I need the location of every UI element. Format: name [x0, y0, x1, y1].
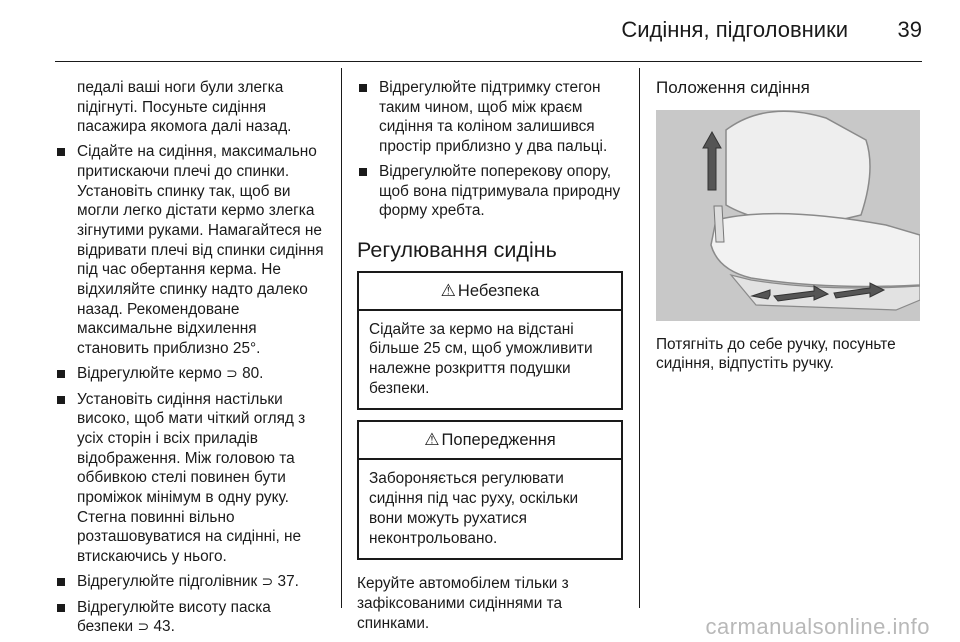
page-reference: 37. — [277, 572, 299, 590]
list-item: Відрегулюйте підтримку стегон таким чином, щоб між краєм сидіння та коліном залишився простір приблизно у два пальці. — [357, 78, 623, 157]
list-item — [55, 572, 327, 593]
page-reference: 80. — [242, 364, 264, 382]
warning-icon: ⚠ — [440, 280, 456, 301]
column-divider-2 — [639, 68, 640, 608]
page-reference: 43. — [153, 618, 175, 636]
page-title: Сидіння, підголовники — [621, 17, 848, 42]
danger-box — [357, 271, 623, 411]
danger-box-text: Сідайте за кермо на відстані більше 25 см, щоб уможливити належне розкриття подушки безпеки. — [369, 320, 593, 397]
list-item: Відрегулюйте поперекову опору, щоб вона підтримувала природну форму хребта. — [357, 162, 623, 221]
seat-adjustment-illustration — [656, 110, 920, 321]
watermark: carmanualsonline.info — [705, 614, 930, 639]
seat-cushion-shape — [711, 213, 920, 286]
caution-box — [357, 420, 623, 560]
body-paragraph: Керуйте автомобілем тільки з зафіксованими сидіннями та спинками. — [357, 575, 569, 632]
subsection-heading: Положення сидіння — [656, 78, 810, 97]
danger-box-title: Небезпека — [457, 281, 540, 300]
page-number: 39 — [897, 17, 922, 42]
arrow-up-icon — [703, 132, 721, 190]
page-header — [0, 0, 960, 64]
list-item — [55, 598, 327, 638]
seat-backrest-shape — [726, 111, 870, 228]
list-item-text: Відрегулюйте висоту паска безпеки — [77, 598, 271, 636]
list-item-text: Відрегулюйте підголівник — [77, 572, 258, 590]
reference-icon: ⊃ — [226, 365, 238, 382]
seat-drawing — [656, 110, 920, 321]
seat-lever-shape — [714, 206, 724, 242]
column-1 — [55, 68, 327, 638]
caution-box-text: Забороняється регулювати сидіння під час руху, оскільки вони можуть рухатися неконтрольовано. — [369, 470, 579, 547]
continued-paragraph: педалі ваші ноги були злегка підігнуті. Посуньте сидіння пасажира якомога далі назад. — [77, 79, 292, 136]
column-2 — [357, 68, 623, 633]
column-divider-1 — [341, 68, 342, 608]
column-3 — [656, 68, 926, 374]
reference-icon: ⊃ — [261, 573, 274, 590]
header-divider — [55, 61, 922, 62]
caution-box-header — [359, 422, 621, 460]
instruction-list — [55, 142, 327, 638]
warning-icon: ⚠ — [424, 430, 440, 451]
reference-icon: ⊃ — [137, 619, 150, 636]
list-item: Сідайте на сидіння, максимально притискаючи плечі до спинки. Установіть спинку так, щоб ви могли легко дістати кермо злегка зігнутими руками. Намагайтеся не відривати плечі від спинки сидіння під час обертання керма. Не відхиляйте спинку надто далеко назад. Рекомендоване максимальне відхилення становить приблизно 25°. — [55, 142, 327, 359]
list-item-text: Відрегулюйте кермо — [77, 364, 222, 382]
list-item — [55, 364, 327, 385]
caution-box-title: Попередження — [441, 431, 556, 450]
danger-box-header — [359, 273, 621, 311]
figure-caption: Потягніть до себе ручку, посуньте сидіння, відпустіть ручку. — [656, 335, 896, 373]
section-heading: Регулювання сидінь — [357, 237, 557, 262]
list-item: Установіть сидіння настільки високо, щоб мати чіткий огляд з усіх сторін і всіх приладів відображення. Між головою та оббивкою стелі повинен бути проміжок мінімум в одну руку. Стегна повинні вільно розташовуватися на сидінні, не втискаючись у нього. — [55, 390, 327, 567]
instruction-list — [357, 78, 623, 221]
